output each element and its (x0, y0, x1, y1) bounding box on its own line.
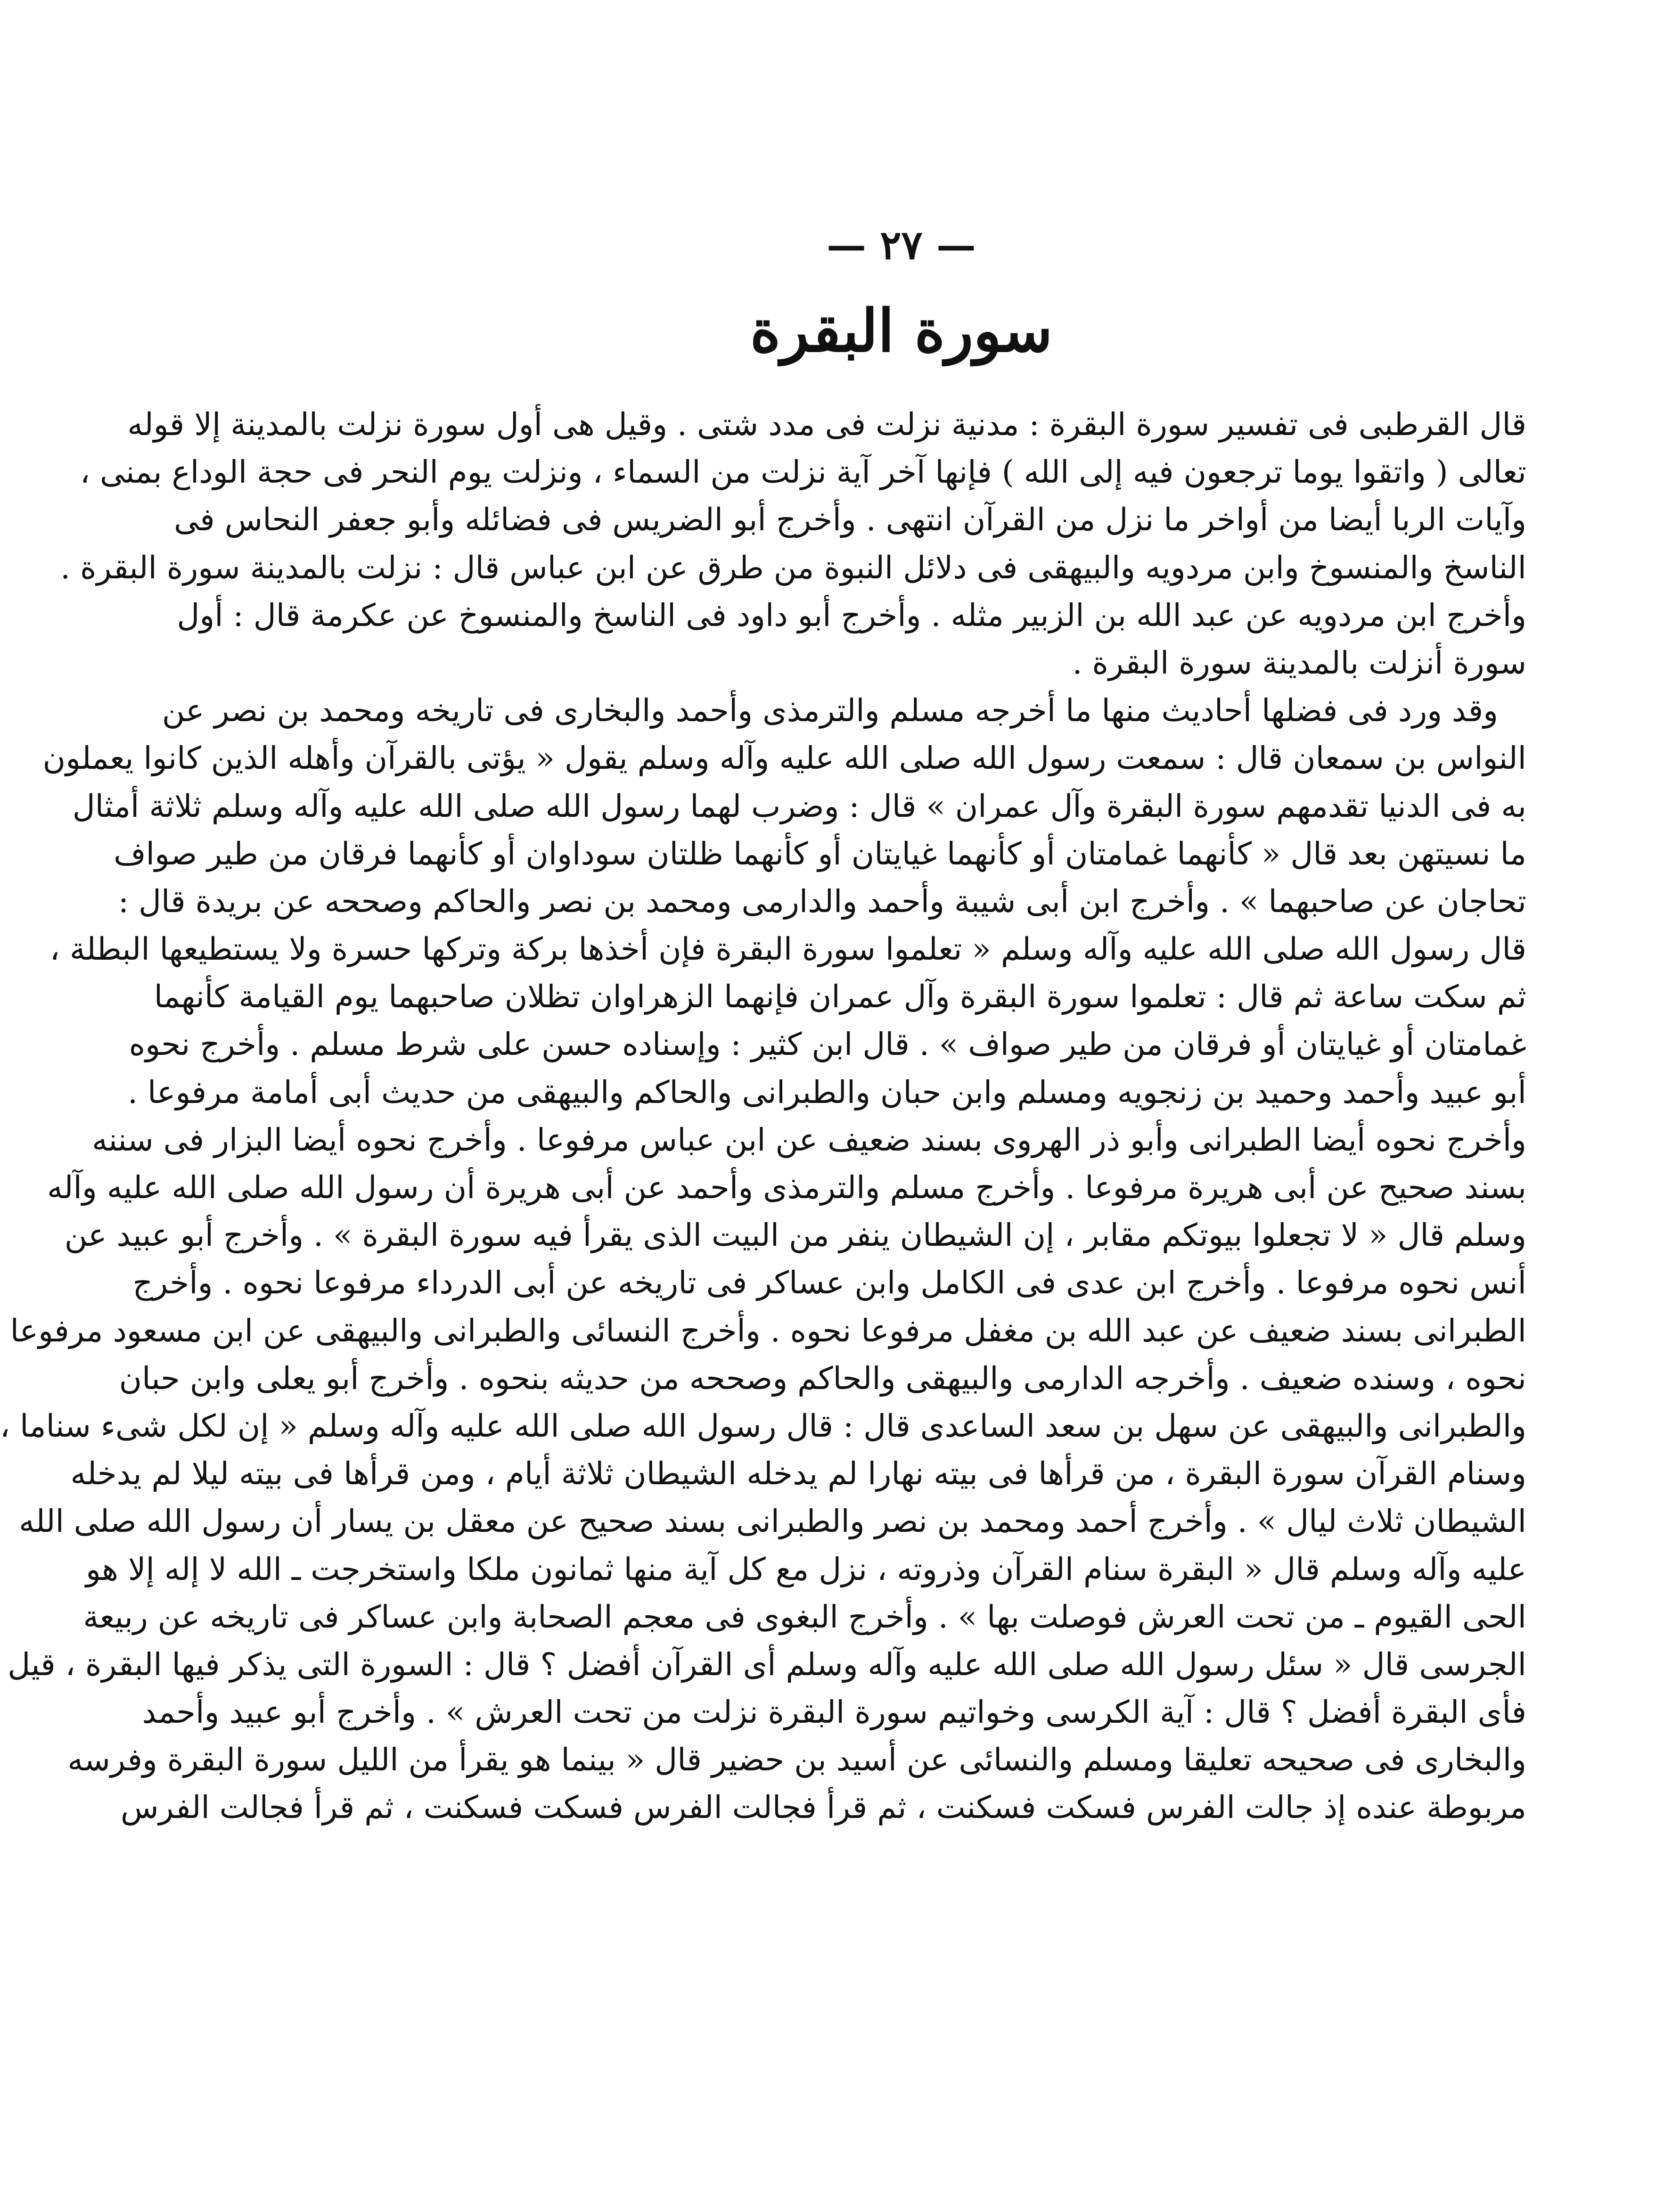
text-line: وأخرج نحوه أيضا الطبرانى وأبو ذر الهروى بسند ضعيف عن ابن عباس مرفوعا . وأخرج نحوه أيضا البزار فى سننه (92, 1121, 1526, 1158)
text-line: سورة أنزلت بالمدينة سورة البقرة . (1072, 644, 1526, 681)
body-text (0, 401, 1526, 1832)
text-line: به فى الدنيا تقدمهم سورة البقرة وآل عمران » قال : وضرب لهما رسول الله صلى الله عليه وآله وسلم ثلاثة أمثال (72, 788, 1526, 824)
text-line: ثم سكت ساعة ثم قال : تعلموا سورة البقرة وآل عمران فإنهما الزهراوان تظلان صاحبهما يوم القيامة كأنهما (154, 979, 1526, 1015)
text-line: والبخارى فى صحيحه تعليقا ومسلم والنسائى عن أسيد بن حضير قال « بينما هو يقرأ من الليل سورة البقرة وفرسه (67, 1742, 1526, 1778)
text-line: أنس نحوه مرفوعا . وأخرج ابن عدى فى الكامل وابن عساكر فى تاريخه عن أبى الدرداء مرفوعا نحوه . وأخرج (132, 1265, 1526, 1301)
text-line: وأخرج ابن مردويه عن عبد الله بن الزبير مثله . وأخرج أبو داود فى الناسخ والمنسوخ عن عكرمة قال : أول (177, 597, 1526, 633)
text-line: أبو عبيد وأحمد وحميد بن زنجويه ومسلم وابن حبان والطبرانى والحاكم والبيهقى من حديث أبى أمامة مرفوعا . (127, 1074, 1526, 1110)
text-line: وقد ورد فى فضلها أحاديث منها ما أخرجه مسلم والترمذى وأحمد والبخارى فى تاريخه ومحمد بن نصر عن (162, 692, 1498, 729)
text-line: وسنام القرآن سورة البقرة ، من قرأها فى بيته نهارا لم يدخله الشيطان ثلاثة أيام ، ومن قرأها فى بيته ليلا لم يدخله (70, 1455, 1526, 1492)
text-line: قال رسول الله صلى الله عليه وآله وسلم « تعلموا سورة البقرة فإن أخذها بركة وتركها حسرة ولا يستطيعها البطلة ، (49, 931, 1526, 968)
text-line: والطبرانى والبيهقى عن سهل بن سعد الساعدى قال : قال رسول الله صلى الله عليه وآله وسلم « إن لكل شىء سناما ، (0, 1407, 1526, 1444)
text-line: مربوطة عنده إذ جالت الفرس فسكت فسكنت ، ثم قرأ فجالت الفرس فسكت فسكنت ، ثم قرأ فجالت الفرس (120, 1789, 1526, 1826)
text-line: تحاجان عن صاحبهما » . وأخرج ابن أبى شيبة وأحمد والدارمى ومحمد بن نصر والحاكم وصححه عن بريدة قال : (118, 883, 1526, 920)
text-line: وسلم قال « لا تجعلوا بيوتكم مقابر ، إن الشيطان ينفر من البيت الذى يقرأ فيه سورة البقرة » . وأخرج أبو عبيد عن (64, 1217, 1526, 1254)
surah-title: سورة البقرة (750, 297, 1053, 365)
text-line: نحوه ، وسنده ضعيف . وأخرجه الدارمى والبيهقى والحاكم وصححه من حديثه بنحوه . وأخرج أبو يعلى وابن حبان (119, 1360, 1526, 1397)
text-line: النواس بن سمعان قال : سمعت رسول الله صلى الله عليه وآله وسلم يقول « يؤتى بالقرآن وأهله الذين كانوا يعملون (42, 740, 1526, 777)
text-line: الناسخ والمنسوخ وابن مردويه والبيهقى فى دلائل النبوة من طرق عن ابن عباس قال : نزلت بالمدينة سورة البقرة . (60, 549, 1526, 586)
text-line: الشيطان ثلاث ليال » . وأخرج أحمد ومحمد بن نصر والطبرانى بسند صحيح عن معقل بن يسار أن رسول الله صلى الله (19, 1503, 1526, 1540)
text-line: قال القرطبى فى تفسير سورة البقرة : مدنية نزلت فى مدد شتى . وقيل هى أول سورة نزلت بالمدينة إلا قوله (127, 406, 1526, 443)
text-line: تعالى ( واتقوا يوما ترجعون فيه إلى الله ) فإنها آخر آية نزلت من السماء ، ونزلت يوم النحر فى حجة الوداع بمنى ، (80, 454, 1526, 491)
text-line: ما نسيتهن بعد قال « كأنهما غمامتان أو كأنهما غيايتان أو كأنهما ظلتان سوداوان أو كأنهما فرقان من طير صواف (114, 835, 1526, 872)
text-line: الحى القيوم ـ من تحت العرش فوصلت بها » . وأخرج البغوى فى معجم الصحابة وابن عساكر فى تاريخه عن ربيعة (83, 1598, 1526, 1635)
text-line: الطبرانى بسند ضعيف عن عبد الله بن مغفل مرفوعا نحوه . وأخرج النسائى والطبرانى والبيهقى عن ابن مسعود مرفوعا (10, 1312, 1526, 1349)
page-number: — ٢٧ — (827, 222, 976, 268)
text-line: عليه وآله وسلم قال « البقرة سنام القرآن وذروته ، نزل مع كل آية منها ثمانون ملكا واستخرجت ـ الله لا إله إلا هو (85, 1551, 1526, 1587)
text-line: بسند صحيح عن أبى هريرة مرفوعا . وأخرج مسلم والترمذى وأحمد عن أبى هريرة أن رسول الله صلى الله عليه وآله (47, 1169, 1526, 1206)
text-line: فأى البقرة أفضل ؟ قال : آية الكرسى وخواتيم سورة البقرة نزلت من تحت العرش » . وأخرج أبو عبيد وأحمد (142, 1694, 1526, 1731)
text-line: غمامتان أو غيايتان أو فرقان من طير صواف » . قال ابن كثير : وإسناده حسن على شرط مسلم . وأخرج نحوه (129, 1026, 1526, 1063)
text-line: الجرسى قال « سئل رسول الله صلى الله عليه وآله وسلم أى القرآن أفضل ؟ قال : السورة التى يذكر فيها البقرة ، قيل (8, 1646, 1526, 1683)
text-line: وآيات الربا أيضا من أواخر ما نزل من القرآن انتهى . وأخرج أبو الضريس فى فضائله وأبو جعفر النحاس فى (174, 502, 1526, 538)
